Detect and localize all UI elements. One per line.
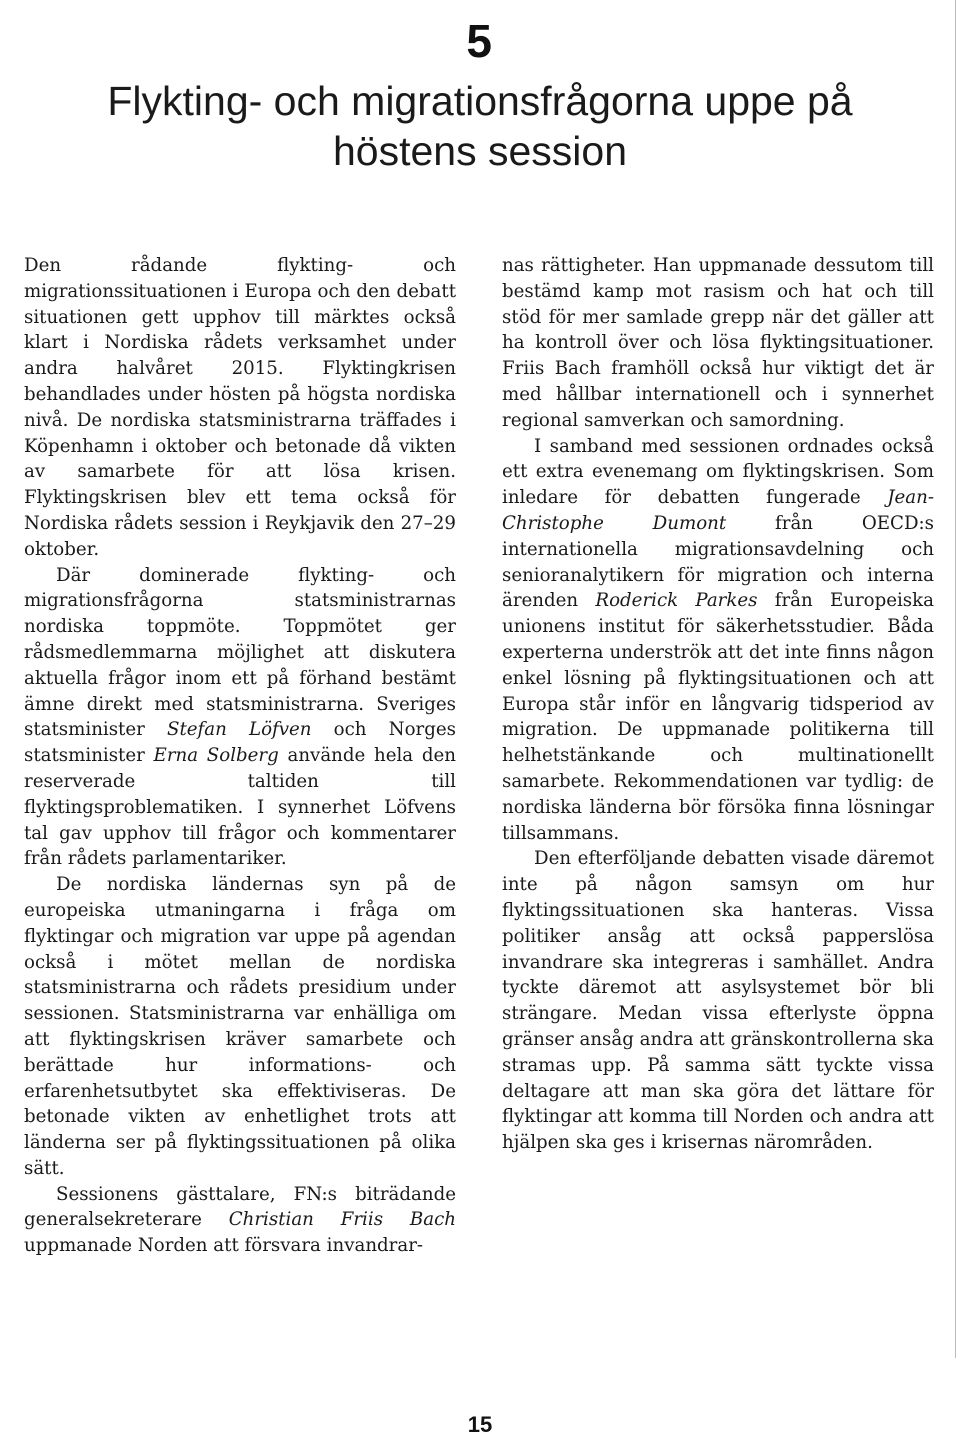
- page-title: [0, 76, 960, 176]
- page-number: 15: [467, 1412, 493, 1437]
- person-name: Christian Friis Bach: [228, 1209, 456, 1231]
- paragraph: [24, 563, 456, 873]
- paragraph-text: Sessionens gästtalare, FN:s biträdande generalsekreterare: [24, 1183, 456, 1231]
- paragraph-text: Den rådande flykting- och migrationssituationen i Europa och den debatt situationen gett upphov till märktes också klart i Nordiska rådets verksamhet under andra halvåret 2015. Flyktingkrisen behandlades under hösten på högsta nordiska nivå. De nordiska statsministrarna träffades i Köpenhamn i oktober och betonade då vikten av samarbete för att lösa krisen. Flyktingskrisen blev ett tema också för Nordiska rådets session i Reykjavik den 27–29 oktober.: [24, 255, 456, 560]
- paragraph-text: från OECD:s internationella migrationsavdelning och senioranalytikern för migration och interna ärenden: [502, 512, 934, 612]
- paragraph-text: Där dominerade flykting- och migrationsfrågorna statsministrarnas nordiska toppmöte. Toppmötet ger rådsmedlemmarna möjlighet att diskutera aktuella frågor inom ett på förhand bestämt ämne direkt med statsministrarna. Sveriges statsminister: [24, 564, 456, 741]
- paragraph: [24, 1182, 456, 1259]
- left-column: [24, 253, 456, 1259]
- person-name: Erna Solberg: [153, 745, 279, 767]
- paragraph: [502, 846, 934, 1156]
- paragraph-text: använde hela den reserverade taltiden till flyktingsproblematiken. I synnerhet Löfvens tal gav upphov till frågor och kommentarer från rådets parlamentariker.: [24, 745, 456, 870]
- margin-rule: [955, 0, 956, 1358]
- paragraph-text: Den efterföljande debatten visade däremot inte på någon samsyn om hur flyktingssituationen ska hanteras. Vissa politiker ansåg att också papperslösa invandrare ska integreras i samhället. Andra tyckte däremot att asylsystemet bör bli strängare. Medan vissa efterlyste öppna gränser ansåg andra att gränskontrollerna ska stramas upp. På samma sätt tyckte vissa deltagare att man ska göra det lättare för flyktingar att komma till Norden och andra att hjälpen ska ges i krisernas närområden.: [502, 848, 934, 1154]
- title-line-1: Flykting- och migrationsfrågorna uppe på: [107, 78, 853, 124]
- person-name: Jean-Christophe Dumont: [502, 487, 934, 534]
- paragraph: [502, 253, 934, 434]
- title-line-2: höstens session: [332, 128, 627, 174]
- right-column: [502, 253, 934, 1156]
- paragraph: [24, 872, 456, 1182]
- paragraph-text: De nordiska ländernas syn på de europeiska utmaningarna i fråga om flyktingar och migration var uppe på agendan också i mötet mellan de nordiska statsministrarna och rådets presidium under sessionen. Statsministrarna var enhälliga om att flyktingskrisen kräver samarbete och berättade hur informations- och erfarenhetsutbytet ska effektiviseras. De betonade vikten av enhetlighet trots att länderna ser på flyktingssituationen på olika sätt.: [24, 874, 456, 1179]
- paragraph-text: nas rättigheter. Han uppmanade dessutom till bestämd kamp mot rasism och hat och till stöd för mer samlade grepp när det gäller att ha kontroll över och lösa flyktingsituationer. Friis Bach framhöll också hur viktigt det är med hållbar internationell och i synnerhet regional samverkan och samordning.: [502, 255, 934, 431]
- person-name: Stefan Löfven: [167, 719, 312, 741]
- paragraph-text: uppmanade Norden att försvara invandrar-: [24, 1235, 424, 1257]
- paragraph-text: från Europeiska unionens institut för säkerhetsstudier. Båda experterna underströk att det inte finns någon enkel lösning på flyktingsituationen och att Europa står inför en långvarig tidsperiod av migration. De uppmanade politikerna till helhetstänkande och multinationellt samarbete. Rekommendationen var tydlig: de nordiska länderna bör försöka finna lösningar tillsammans.: [502, 590, 935, 844]
- paragraph: [24, 253, 456, 563]
- paragraph: [502, 434, 934, 847]
- chapter-number: 5: [466, 15, 492, 67]
- person-name: Roderick Parkes: [595, 590, 758, 612]
- paragraph-text: I samband med sessionen ordnades också ett extra evenemang om flyktingskrisen. Som inledare för debatten fungerade: [502, 435, 934, 509]
- paragraph-text: och Norges statsminister: [24, 719, 456, 767]
